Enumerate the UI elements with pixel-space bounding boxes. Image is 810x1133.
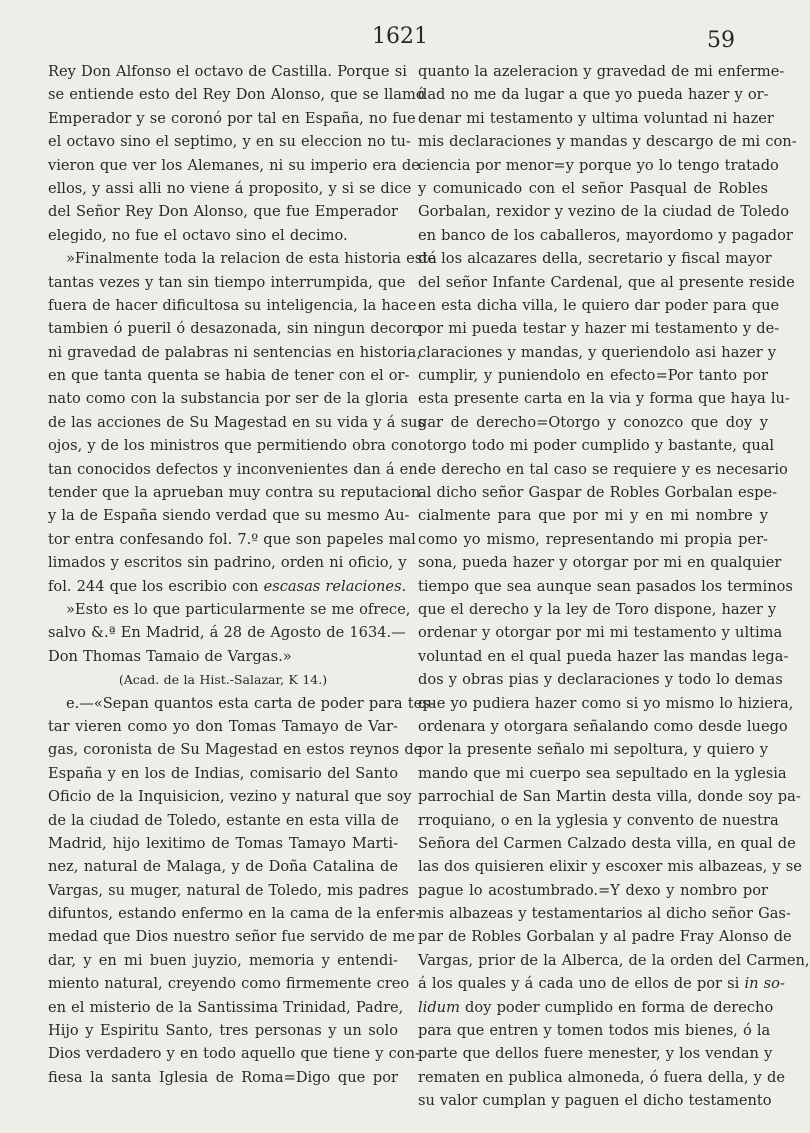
text-line [418,1042,773,1065]
text-line [418,1019,771,1042]
text-line [48,575,407,598]
text-run: de las acciones de Su Magestad en su vida y á sus [48,413,425,431]
text-run: Vargas, su muger, natural de Toledo, mis padres [48,881,409,899]
text-line [418,341,777,364]
text-line [418,177,768,200]
text-line [48,996,404,1019]
right-column [418,60,810,1113]
text-run: (Acad. de la Hist.-Salazar, K 14.) [118,672,328,688]
text-line [48,364,410,387]
left-column [48,60,437,1089]
text-run: ellos, y assi alli no viene á proposito, y si se dice [48,179,412,197]
text-line [48,902,421,925]
running-head-year: 1621 [372,24,428,49]
text-run: denar mi testamento y ultima voluntad ni hazer [418,109,774,127]
text-line [418,271,795,294]
text-line [48,341,421,364]
text-run: tender que la aprueban muy contra su reputacion [48,484,421,502]
text-run: medad que Dios nuestro señor fue servido de me [48,928,415,946]
text-run: pague lo acostumbrado.=Y dexo y nombro por [418,881,768,899]
text-run: dos y obras pias y declaraciones y todo lo demas [418,671,783,689]
text-run: rematen en publica almoneda, ó fuera della, y de [418,1068,785,1086]
text-line [48,528,416,551]
text-run: en esta dicha villa, le quiero dar poder para que [418,296,780,314]
text-line [418,411,768,434]
text-run: por la presente señalo mi sepoltura, y quiero y [418,741,768,759]
text-line [418,481,778,504]
text-line [48,621,406,644]
text-run: ojos, y de los ministros que permitiendo obra con [48,437,418,455]
text-run: voluntad en el qual pueda hazer las mandas lega- [418,647,789,665]
text-line [48,598,411,621]
text-run: tiempo que sea aunque sean pasados los terminos [418,577,793,595]
text-line [48,715,398,738]
text-line [48,645,398,668]
text-line [418,224,793,247]
text-run: tar vieren como yo don Tomas Tamayo de Var- [48,717,398,735]
text-line [418,855,802,878]
text-run: se entiende esto del Rey Don Alonso, que se llamó [48,86,425,104]
text-run: quanto la azeleracion y gravedad de mi enferme- [418,63,785,80]
page-number: 59 [707,28,735,53]
text-line [418,996,774,1019]
text-run: cialmente para que por mi y en mi nombre y [418,507,768,525]
text-run: tantas vezes y tan sin tiempo interrumpida, que [48,273,406,291]
text-run: Gorbalan, rexidor y vezino de la ciudad de Toledo [418,203,790,221]
text-line [48,317,421,340]
text-line [418,949,810,972]
text-line [48,855,398,878]
text-run: de los alcazares della, secretario y fiscal mayor [418,250,772,268]
text-line [48,60,407,83]
text-line [418,621,783,644]
text-line [418,60,785,83]
text-run: rroquiano, o en la yglesia y convento de nuestra [418,811,779,829]
text-line [48,1019,398,1042]
text-line [418,645,789,668]
text-line [48,972,410,995]
text-run: fiesa la santa Iglesia de Roma=Digo que por [48,1068,398,1086]
text-run: claraciones y mandas, y queriendolo asi hazer y [418,343,777,361]
italic-run: in so- [744,975,785,993]
text-line [48,785,412,808]
text-line [48,107,416,130]
text-run: en el misterio de la Santissima Trinidad, Padre, [48,998,404,1016]
text-run: nato como con la substancia por ser de la gloria [48,390,409,408]
running-head [0,24,800,64]
text-line [418,668,783,691]
text-run: salvo &.ª En Madrid, á 28 de Agosto de 1634.— [48,624,406,642]
text-run: cumplir, y puniendolo en efecto=Por tanto por [418,367,768,385]
text-line [418,809,779,832]
text-line [48,762,398,785]
italic-run: escasas relaciones. [263,577,407,595]
text-line [418,692,794,715]
text-line [48,925,415,948]
text-run: del Señor Rey Don Alonso, que fue Emperador [48,203,398,221]
text-line [48,504,410,527]
text-run: para que entren y tomen todos mis bienes, ó la [418,1022,771,1040]
text-line [418,738,768,761]
text-run: »Finalmente toda la relacion de esta historia está [66,250,437,268]
text-run: Madrid, hijo lexitimo de Tomas Tamayo Marti- [48,834,398,852]
text-line [418,551,782,574]
text-line [48,434,418,457]
text-run: otorgo todo mi poder cumplido y bastante, qual [418,437,775,455]
text-line [418,832,796,855]
text-line [48,224,398,247]
text-run: doy poder cumplido en forma de derecho [459,998,774,1016]
text-run: ciencia por menor=y porque yo lo tengo tratado [418,156,779,174]
text-run: mis declaraciones y mandas y descargo de mi con- [418,133,797,151]
text-line [48,411,425,434]
text-line [48,130,411,153]
text-line [48,481,421,504]
text-line [418,434,775,457]
text-run: esta presente carta en la via y forma que haya lu- [418,390,790,408]
text-run: en que tanta quenta se habia de tener con el or- [48,367,410,385]
text-line [418,785,801,808]
text-run: ordenar y otorgar por mi mi testamento y ultima [418,624,783,642]
text-run: ni gravedad de palabras ni sentencias en historia, [48,343,421,361]
text-line [48,879,409,902]
text-run: tambien ó pueril ó desazonada, sin ningun decoro [48,320,421,338]
text-line [418,879,768,902]
text-run: gar de derecho=Otorgo y conozco que doy y [418,413,768,431]
text-run: el octavo sino el septimo, y en su eleccion no tu- [48,133,411,151]
text-line [418,130,797,153]
text-run: Hijo y Espiritu Santo, tres personas y un solo [48,1022,398,1040]
text-run: parte que dellos fuere menester, y los vendan y [418,1045,773,1063]
text-run: de derecho en tal caso se requiere y es necesario [418,460,788,478]
text-line [418,200,790,223]
text-run: como yo mismo, representando mi propia per- [418,530,768,548]
text-run: de la ciudad de Toledo, estante en esta villa de [48,811,399,829]
text-line [418,1089,772,1112]
text-line [418,317,780,340]
text-run: por mi pueda testar y hazer mi testamento y de- [418,320,780,338]
text-run: parrochial de San Martin desta villa, donde soy pa- [418,788,801,806]
text-run: á los quales y á cada uno de ellos de por si [418,975,745,993]
text-run: Señora del Carmen Calzado desta villa, en qual de [418,834,796,852]
text-run: difuntos, estando enfermo en la cama de la enfer- [48,905,421,923]
text-line [418,294,780,317]
text-run: miento natural, creyendo como firmemente creo [48,975,410,993]
text-run: sona, pueda hazer y otorgar por mi en qualquier [418,554,782,572]
text-run: e.—«Sepan quantos esta carta de poder para tes- [66,694,435,712]
text-line [48,1042,420,1065]
text-run: tan conocidos defectos y inconvenientes dan á en- [48,460,423,478]
text-run: las dos quisieren elixir y escoxer mis albazeas, y se [418,858,802,876]
italic-run: lidum [418,998,460,1016]
text-line [48,832,398,855]
text-run: nez, natural de Malaga, y de Doña Catalina de [48,858,398,876]
text-run: vieron que ver los Alemanes, ni su imperio era de [48,156,420,174]
text-run: Vargas, prior de la Alberca, de la orden del Carmen, [418,951,810,969]
text-line [418,715,788,738]
text-run: Dios verdadero y en todo aquello que tiene y con- [48,1045,420,1063]
text-run: Don Thomas Tamaio de Vargas.» [48,647,292,665]
text-run: España y en los de Indias, comisario del Santo [48,764,398,782]
text-line [418,598,777,621]
text-line [418,925,792,948]
text-line [418,504,768,527]
text-line [48,271,406,294]
text-line [48,294,417,317]
text-line [418,364,768,387]
text-run: al dicho señor Gaspar de Robles Gorbalan espe- [418,484,778,502]
text-run: y comunicado con el señor Pasqual de Robles [418,179,768,197]
text-line [48,247,437,270]
text-line [418,575,793,598]
text-run: mis albazeas y testamentarios al dicho señor Gas- [418,905,791,923]
text-line [418,458,788,481]
text-line [418,107,774,130]
text-run: gas, coronista de Su Magestad en estos reynos de [48,741,423,759]
text-line [48,738,423,761]
text-line [418,387,790,410]
text-line [418,83,768,106]
text-line [48,692,435,715]
text-line [48,1066,398,1089]
text-line [418,1066,785,1089]
text-line [48,200,398,223]
text-line [418,762,787,785]
text-run: del señor Infante Cardenal, que al presente reside [418,273,795,291]
text-line [418,972,785,995]
text-line [418,528,768,551]
text-line [48,387,409,410]
text-run: dad no me da lugar a que yo pueda hazer y or- [418,86,769,104]
text-run: que el derecho y la ley de Toro dispone, hazer y [418,600,777,618]
text-run: mando que mi cuerpo sea sepultado en la yglesia [418,764,787,782]
text-run: elegido, no fue el octavo sino el decimo. [48,226,348,244]
text-line [418,247,772,270]
text-run: par de Robles Gorbalan y al padre Fray Alonso de [418,928,792,946]
text-line [48,154,420,177]
text-line [48,949,398,972]
text-run: Emperador y se coronó por tal en España, no fue [48,109,416,127]
text-line [48,458,423,481]
text-line [48,83,425,106]
text-line [418,902,791,925]
text-run: fol. 244 que los escribio con [48,577,264,595]
text-run: que yo pudiera hazer como si yo mismo lo hiziera, [418,694,794,712]
text-line [48,668,398,691]
text-line [48,551,407,574]
text-line [418,154,779,177]
text-run: en banco de los caballeros, mayordomo y pagador [418,226,793,244]
text-line [48,177,412,200]
text-line [48,809,398,832]
text-run: dar, y en mi buen juyzio, memoria y entendi- [48,951,398,969]
text-run: Rey Don Alfonso el octavo de Castilla. Porque si [48,63,407,80]
text-run: »Esto es lo que particularmente se me ofrece, [66,600,411,618]
text-run: y la de España siendo verdad que su mesmo Au- [48,507,410,525]
text-run: tor entra confesando fol. 7.º que son papeles mal [48,530,416,548]
text-run: su valor cumplan y paguen el dicho testamento [418,1092,772,1110]
text-run: ordenara y otorgara señalando como desde luego [418,717,788,735]
text-run: Oficio de la Inquisicion, vezino y natural que soy [48,788,412,806]
text-run: fuera de hacer dificultosa su inteligencia, la hace [48,296,417,314]
text-run: limados y escritos sin padrino, orden ni oficio, y [48,554,407,572]
